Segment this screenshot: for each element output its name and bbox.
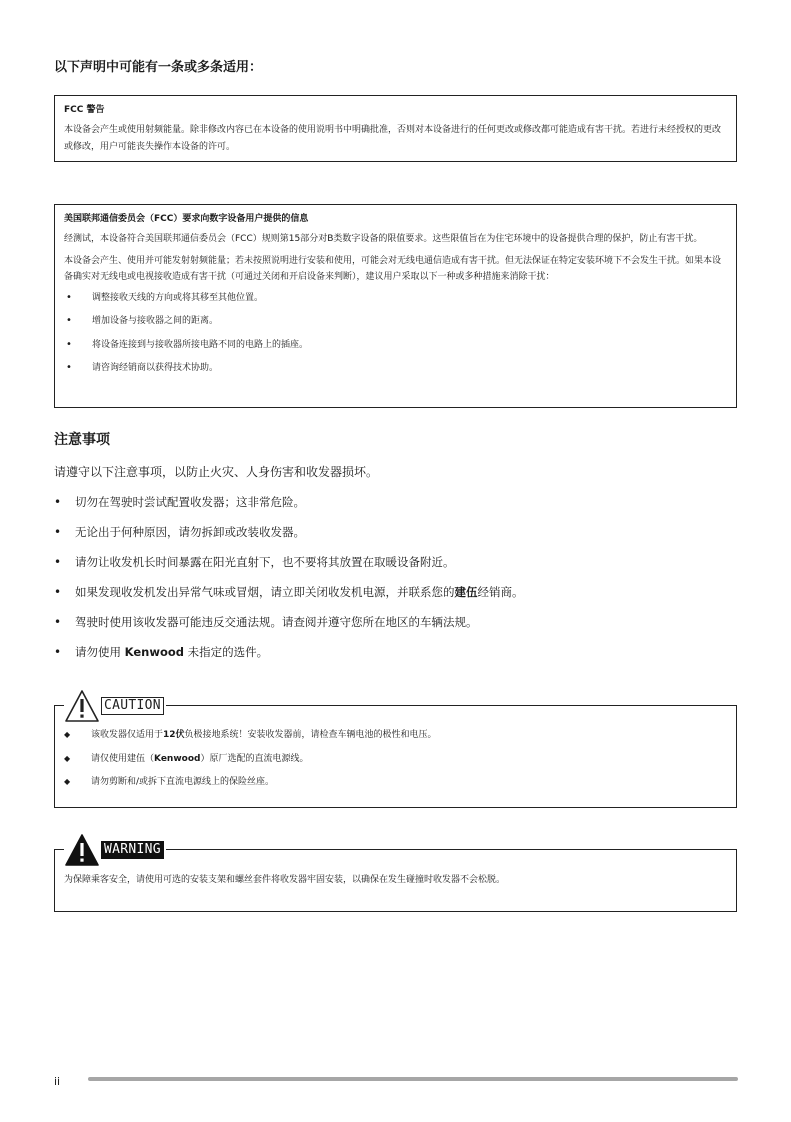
item-text: 驾驶时使用该收发器可能违反交通法规。请查阅并遵守您所在地区的车辆法规。 — [75, 615, 478, 629]
item-text-tail: 未指定的选件。 — [184, 645, 269, 659]
item-text: 请勿让收发机长时间暴露在阳光直射下，也不要将其放置在取暖设备附近。 — [75, 555, 455, 569]
brand-name: Kenwood — [124, 645, 185, 659]
bullet-icon: • — [66, 362, 72, 373]
item-text: 请勿剪断和/或拆下直流电源线上的保险丝座。 — [91, 777, 275, 787]
fcc-info-bullet-list — [64, 290, 727, 384]
fcc-warning-box — [54, 95, 737, 162]
bullet-icon: • — [66, 291, 72, 303]
brand-name: Kenwood — [154, 753, 201, 764]
fcc-warning-text: 本设备会产生或使用射频能量。除非修改内容已在本设备的使用说明书中明确批准，否则对本设备进行的任何更改或修改都可能造成有害干扰。若进行未经授权的更改或修改，用户可能丧失操作本设备的许可。 — [64, 125, 722, 152]
caution-label: CAUTION — [101, 697, 164, 715]
item-text: 无论出于何种原因，请勿拆卸或改装收发器。 — [75, 525, 305, 539]
list-item-text: 调整接收天线的方向或将其移至其他位置。 — [92, 292, 264, 303]
emphasis-text: 12伏 — [163, 730, 185, 740]
list-item-text: 请咨询经销商以获得技术协助。 — [92, 363, 219, 373]
list-item — [64, 290, 727, 314]
list-item-text: 增加设备与接收器之间的距离。 — [92, 316, 219, 326]
item-text: 如果发现收发机发出异常气味或冒烟，请立即关闭收发机电源，并联系您的 — [75, 585, 455, 599]
footer-divider — [88, 1077, 738, 1081]
warning-badge — [64, 831, 166, 869]
list-item — [64, 775, 437, 799]
bullet-icon: • — [66, 315, 72, 326]
item-text-tail: 负极接地系统！安装收发器前，请检查车辆电池的极性和电压。 — [184, 730, 437, 740]
bullet-icon: • — [54, 585, 62, 599]
list-item — [64, 313, 727, 337]
fcc-warning-title: FCC 警告 — [64, 105, 105, 115]
list-item — [64, 337, 727, 361]
list-item — [54, 523, 524, 553]
warning-triangle-filled-icon — [64, 833, 100, 867]
fcc-info-title: 美国联邦通信委员会（FCC）要求向数字设备用户提供的信息 — [64, 214, 309, 224]
item-text: 请勿使用 — [75, 645, 125, 659]
bullet-icon: • — [54, 645, 62, 659]
caution-list — [64, 728, 437, 799]
bullet-icon: • — [54, 615, 62, 629]
list-item — [64, 728, 437, 752]
list-item — [64, 752, 437, 776]
warning-text: 为保障乘客安全，请使用可选的安装支架和螺丝套件将收发器牢固安装，以确保在发生碰撞时收发器不会松脱。 — [64, 875, 506, 885]
bullet-icon: • — [66, 338, 72, 350]
fcc-info-paragraph-1: 经测试，本设备符合美国联邦通信委员会（FCC）规则第15部分对B类数字设备的限值要求。这些限值旨在为住宅环境中的设备提供合理的保护，防止有害干扰。 — [64, 234, 703, 244]
fcc-info-paragraph-2: 本设备会产生、使用并可能发射射频能量；若未按照说明进行安装和使用，可能会对无线电通信造成有害干扰。但无法保证在特定安装环境下不会发生干扰。如果本设备确实对无线电或电视接收造成有害干扰（可通过关闭和开启设备来判断），建议用户采取以下一种或多种措施来消除干扰： — [64, 255, 722, 282]
list-item — [54, 613, 524, 643]
diamond-bullet-icon: ◆ — [64, 730, 71, 739]
caution-badge — [64, 687, 166, 725]
brand-name: 建伍 — [454, 585, 478, 599]
list-item — [64, 360, 727, 384]
item-text-tail: ）原厂选配的直流电源线。 — [200, 753, 309, 764]
bullet-icon: • — [54, 495, 62, 509]
caution-box — [54, 698, 737, 808]
item-text: 该收发器仅适用于 — [91, 730, 164, 740]
item-text-tail: 经销商。 — [477, 585, 524, 599]
warning-triangle-outline-icon — [64, 689, 100, 723]
item-text: 切勿在驾驶时尝试配置收发器；这非常危险。 — [75, 495, 305, 509]
list-item-text: 将设备连接到与接收器所接电路不同的电路上的插座。 — [92, 339, 309, 350]
diamond-bullet-icon: ◆ — [64, 753, 71, 763]
precautions-title: 注意事项 — [54, 432, 110, 448]
precautions-list — [54, 493, 524, 673]
warning-box — [54, 842, 737, 912]
precautions-intro: 请遵守以下注意事项，以防止火灾、人身伤害和收发器损坏。 — [54, 465, 379, 479]
list-item — [54, 643, 524, 673]
intro-heading: 以下声明中可能有一条或多条适用： — [54, 60, 263, 75]
list-item — [54, 553, 524, 583]
bullet-icon: • — [54, 525, 62, 539]
list-item — [54, 493, 524, 523]
diamond-bullet-icon: ◆ — [64, 777, 71, 786]
page-number: ii — [54, 1075, 61, 1088]
item-text: 请仅使用建伍（ — [91, 753, 155, 764]
fcc-info-box — [54, 204, 737, 408]
bullet-icon: • — [54, 555, 62, 569]
warning-label: WARNING — [101, 841, 164, 859]
list-item — [54, 583, 524, 613]
